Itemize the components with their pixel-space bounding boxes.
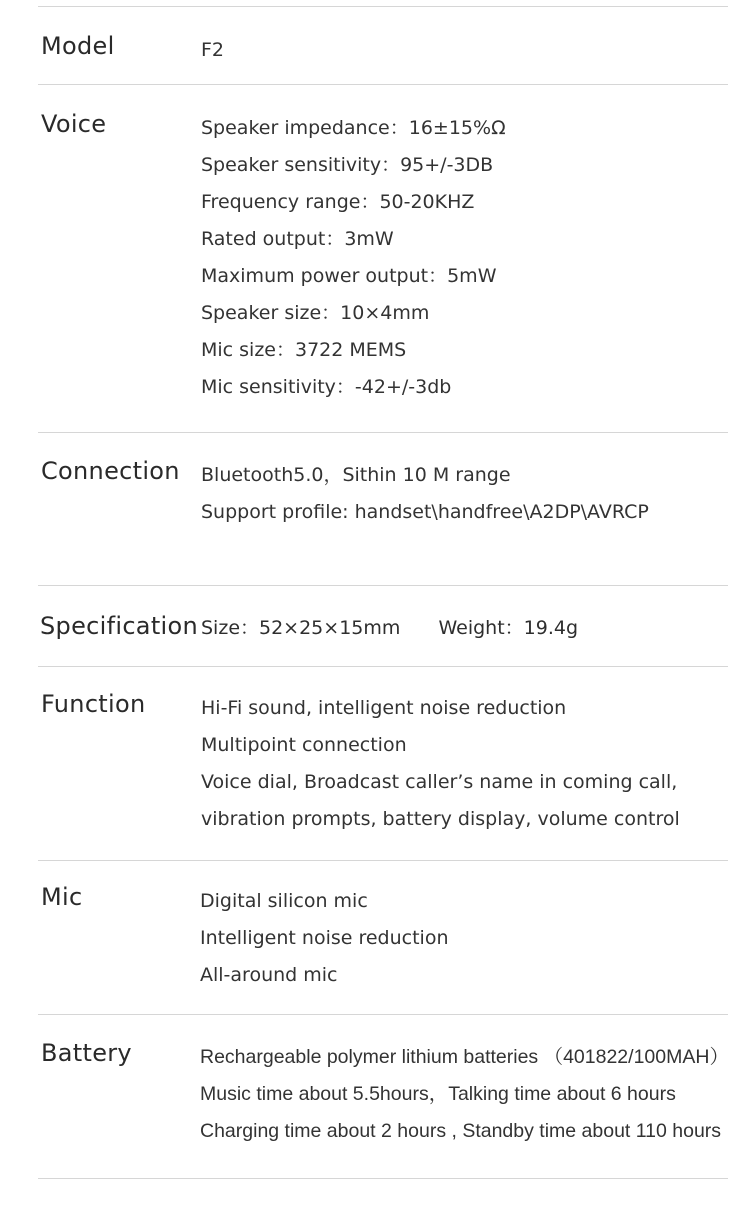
divider bbox=[38, 1178, 728, 1179]
battery-line: Charging time about 2 hours , Standby time about 110 hours bbox=[200, 1120, 722, 1142]
row-label-model: Model bbox=[41, 32, 115, 60]
function-line: Voice dial, Broadcast caller’s name in coming call, bbox=[201, 771, 678, 793]
voice-line: Speaker size：10×4mm bbox=[201, 302, 430, 324]
row-values-connection bbox=[201, 457, 649, 531]
row-values-battery bbox=[200, 1039, 729, 1150]
voice-line: Maximum power output：5mW bbox=[201, 265, 497, 287]
voice-line: Rated output：3mW bbox=[201, 228, 394, 250]
divider bbox=[38, 6, 728, 7]
function-line: vibration prompts, battery display, volume control bbox=[201, 808, 680, 830]
voice-line: Mic size：3722 MEMS bbox=[201, 339, 407, 361]
voice-line: Speaker sensitivity：95+/-3DB bbox=[201, 154, 494, 176]
row-label-connection: Connection bbox=[41, 457, 180, 485]
spec-size: Size：52×25×15mm bbox=[201, 617, 401, 639]
spec-weight: Weight：19.4g bbox=[438, 617, 579, 639]
mic-line: Intelligent noise reduction bbox=[200, 927, 449, 949]
row-label-voice: Voice bbox=[41, 110, 107, 138]
divider bbox=[38, 1014, 728, 1015]
divider bbox=[38, 585, 728, 586]
mic-line: Digital silicon mic bbox=[200, 890, 368, 912]
battery-line: Music time about 5.5hours，Talking time about 6 hours bbox=[200, 1083, 676, 1105]
row-values-voice bbox=[201, 110, 506, 406]
battery-line: Rechargeable polymer lithium batteries （401822/100MAH） bbox=[200, 1046, 729, 1068]
model-value: F2 bbox=[201, 39, 225, 61]
row-values-model bbox=[201, 32, 224, 69]
row-values-specification bbox=[201, 610, 578, 647]
connection-line: Bluetooth5.0，Sithin 10 M range bbox=[201, 464, 511, 486]
function-line: Hi-Fi sound, intelligent noise reduction bbox=[201, 697, 567, 719]
connection-line: Support profile: handset\handfree\A2DP\AVRCP bbox=[201, 501, 649, 523]
row-label-mic: Mic bbox=[41, 883, 83, 911]
voice-line: Speaker impedance：16±15%Ω bbox=[201, 117, 506, 139]
row-label-battery: Battery bbox=[41, 1039, 132, 1067]
divider bbox=[38, 432, 728, 433]
row-values-function bbox=[201, 690, 680, 838]
row-values-mic bbox=[200, 883, 449, 994]
row-label-specification: Specification bbox=[40, 612, 198, 640]
mic-line: All-around mic bbox=[200, 964, 338, 986]
voice-line: Mic sensitivity：-42+/-3db bbox=[201, 376, 452, 398]
divider bbox=[38, 84, 728, 85]
function-line: Multipoint connection bbox=[201, 734, 407, 756]
voice-line: Frequency range：50-20KHZ bbox=[201, 191, 475, 213]
divider bbox=[38, 860, 728, 861]
divider bbox=[38, 666, 728, 667]
row-label-function: Function bbox=[41, 690, 146, 718]
